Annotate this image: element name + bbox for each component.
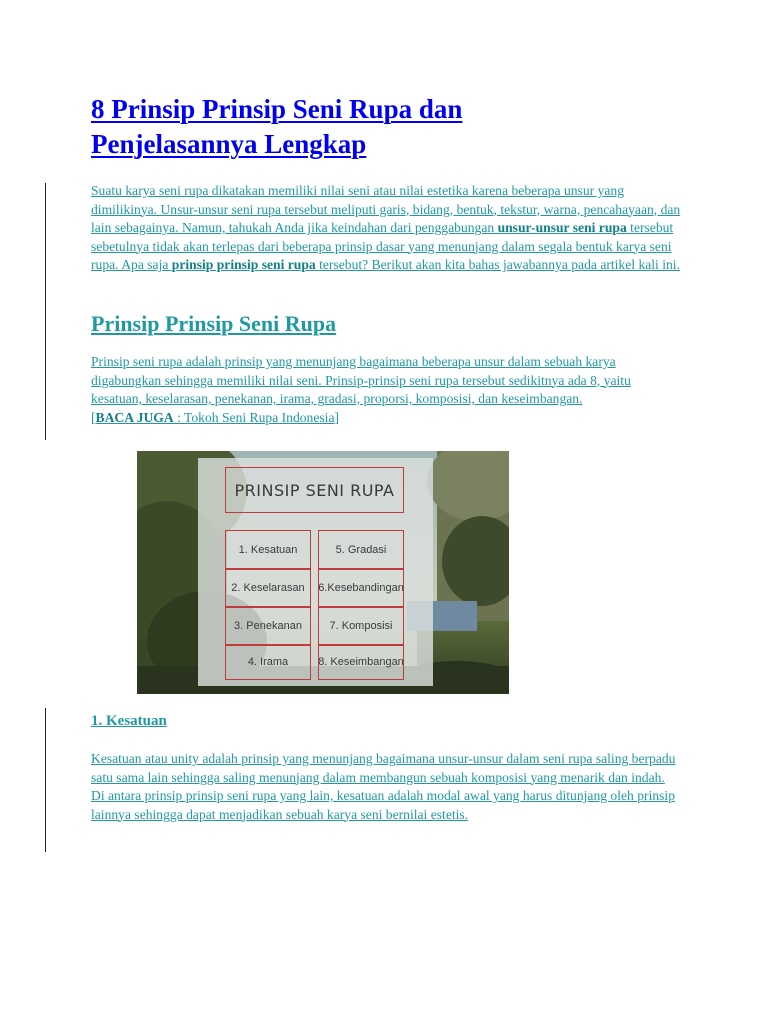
principle-cell: 8. Keseimbangan [318,644,404,680]
intro-text-3: tersebut? Berikut akan kita bahas jawabannya pada artikel kali ini. [315,257,680,272]
baca-juga-separator: : [173,409,185,425]
intro-text-2: tersebut sebetulnya tidak akan terlepas dari beberapa prinsip dasar yang menunjang dalam segala bentuk karya seni rupa. Apa saja [91,220,674,272]
baca-juga-link[interactable]: Tokoh Seni Rupa Indonesia [184,409,335,425]
principle-cell: 5. Gradasi [318,530,404,570]
panel-title: PRINSIP SENI RUPA [234,480,395,500]
intro-paragraph-link[interactable] [91,182,681,275]
prinsip-seni-rupa-image[interactable] [137,451,509,694]
intro-bold-2: prinsip prinsip seni rupa [171,257,316,272]
change-bar [45,708,46,852]
principle-cell: 7. Komposisi [318,606,404,646]
article-title-link[interactable] [91,92,691,162]
definition-paragraph-link[interactable] [91,353,681,427]
panel-title-box [225,467,404,513]
kesatuan-paragraph-link[interactable]: Kesatuan atau unity adalah prinsip yang menunjang bagaimana unsur-unsur dalam seni rupa saling berpadu satu sama lain sehingga saling menunjang dalam membangun sebuah komposisi yang menarik dan indah. Di antara prinsip prinsip seni rupa yang lain, kesatuan adalah modal awal yang harus ditunjang oleh prinsip lainnya sehingga dapat menjadikan sebuah karya seni bernilai estetis. [91,751,676,822]
title-line-1: 8 Prinsip Prinsip Seni Rupa dan [91,94,463,124]
principle-cell: 4. Irama [225,644,311,680]
principle-cell: 1. Kesatuan [225,530,311,570]
principle-cell: 3. Penekanan [225,606,311,646]
change-bar [45,183,46,440]
principles-panel [198,458,433,686]
subsection-heading-link[interactable]: 1. Kesatuan [91,713,167,729]
baca-juga-label: BACA JUGA [95,409,174,425]
bracket-close: ] [334,409,340,425]
section-heading-link[interactable]: Prinsip Prinsip Seni Rupa [91,311,337,336]
principle-cell: 2. Keselarasan [225,568,311,608]
title-line-2: Penjelasannya Lengkap [91,129,367,159]
intro-text-1: Suatu karya seni rupa dikatakan memiliki nilai seni atau nilai estetika karena beberapa unsur yang dimilikinya. Unsur-unsur seni rupa tersebut meliputi garis, bidang, bentuk, tekstur, warna, pencahayaan, dan lain sebagainya. Namun, tahukah Anda jika keindahan dari penggabungan [91,183,681,235]
intro-bold-1: unsur-unsur seni rupa [497,220,627,235]
definition-text: Prinsip seni rupa adalah prinsip yang menunjang bagaimana beberapa unsur dalam sebuah karya digabungkan sehingga memiliki nilai seni. Prinsip-prinsip seni rupa tersebut sedikitnya ada 8, yaitu kesatuan, keselarasan, penekanan, irama, gradasi, proporsi, komposisi, dan keseimbangan. [91,354,631,406]
principle-cell: 6.Kesebandingan [318,568,404,608]
bracket-open: [ [91,409,96,425]
